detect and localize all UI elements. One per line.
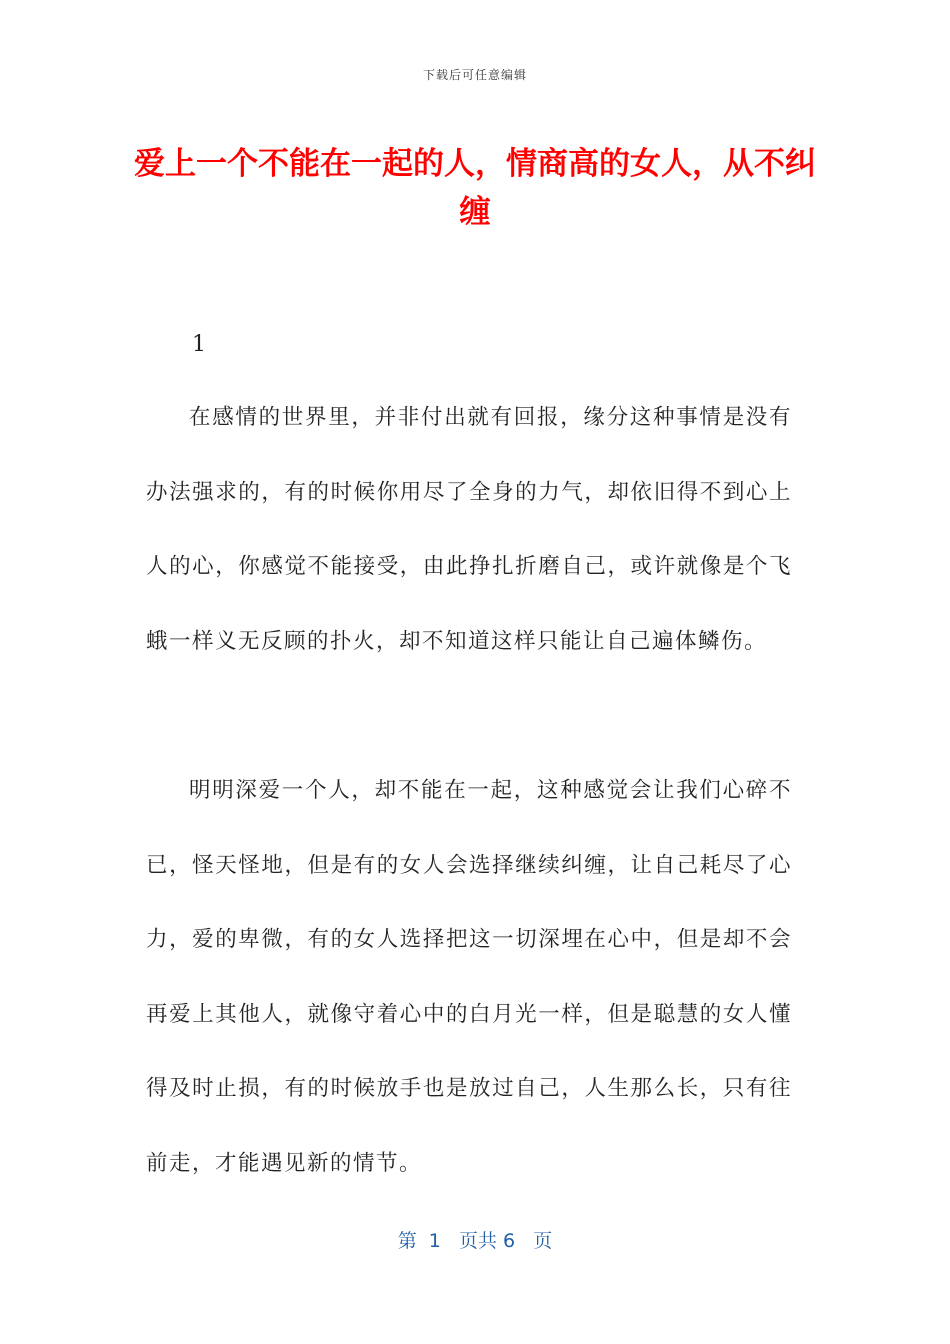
body-paragraph-1: 在感情的世界里，并非付出就有回报，缘分这种事情是没有办法强求的，有的时候你用尽了全身的力气，却依旧得不到心上人的心，你感觉不能接受，由此挣扎折磨自己，或许就像是个飞蛾一样义无反顾的扑火，却不知道这样只能让自己遍体鳞伤。 <box>146 405 792 654</box>
body-paragraph-2: 明明深爱一个人，却不能在一起，这种感觉会让我们心碎不已，怪天怪地，但是有的女人会选择继续纠缠，让自己耗尽了心力，爱的卑微，有的女人选择把这一切深埋在心中，但是却不会再爱上其他人，就像守着心中的白月光一样，但是聪慧的女人懂得及时止损，有的时候放手也是放过自己，人生那么长，只有往前走，才能遇见新的情节。 <box>146 778 792 1176</box>
page-header-note: 下载后可任意编辑 <box>422 68 527 82</box>
page-number-footer: 第 1 页共 6 页 <box>397 1230 553 1252</box>
section-number: 1 <box>192 332 206 357</box>
document-title: 爱上一个不能在一起的人，情商高的女人，从不纠缠 <box>134 146 816 230</box>
